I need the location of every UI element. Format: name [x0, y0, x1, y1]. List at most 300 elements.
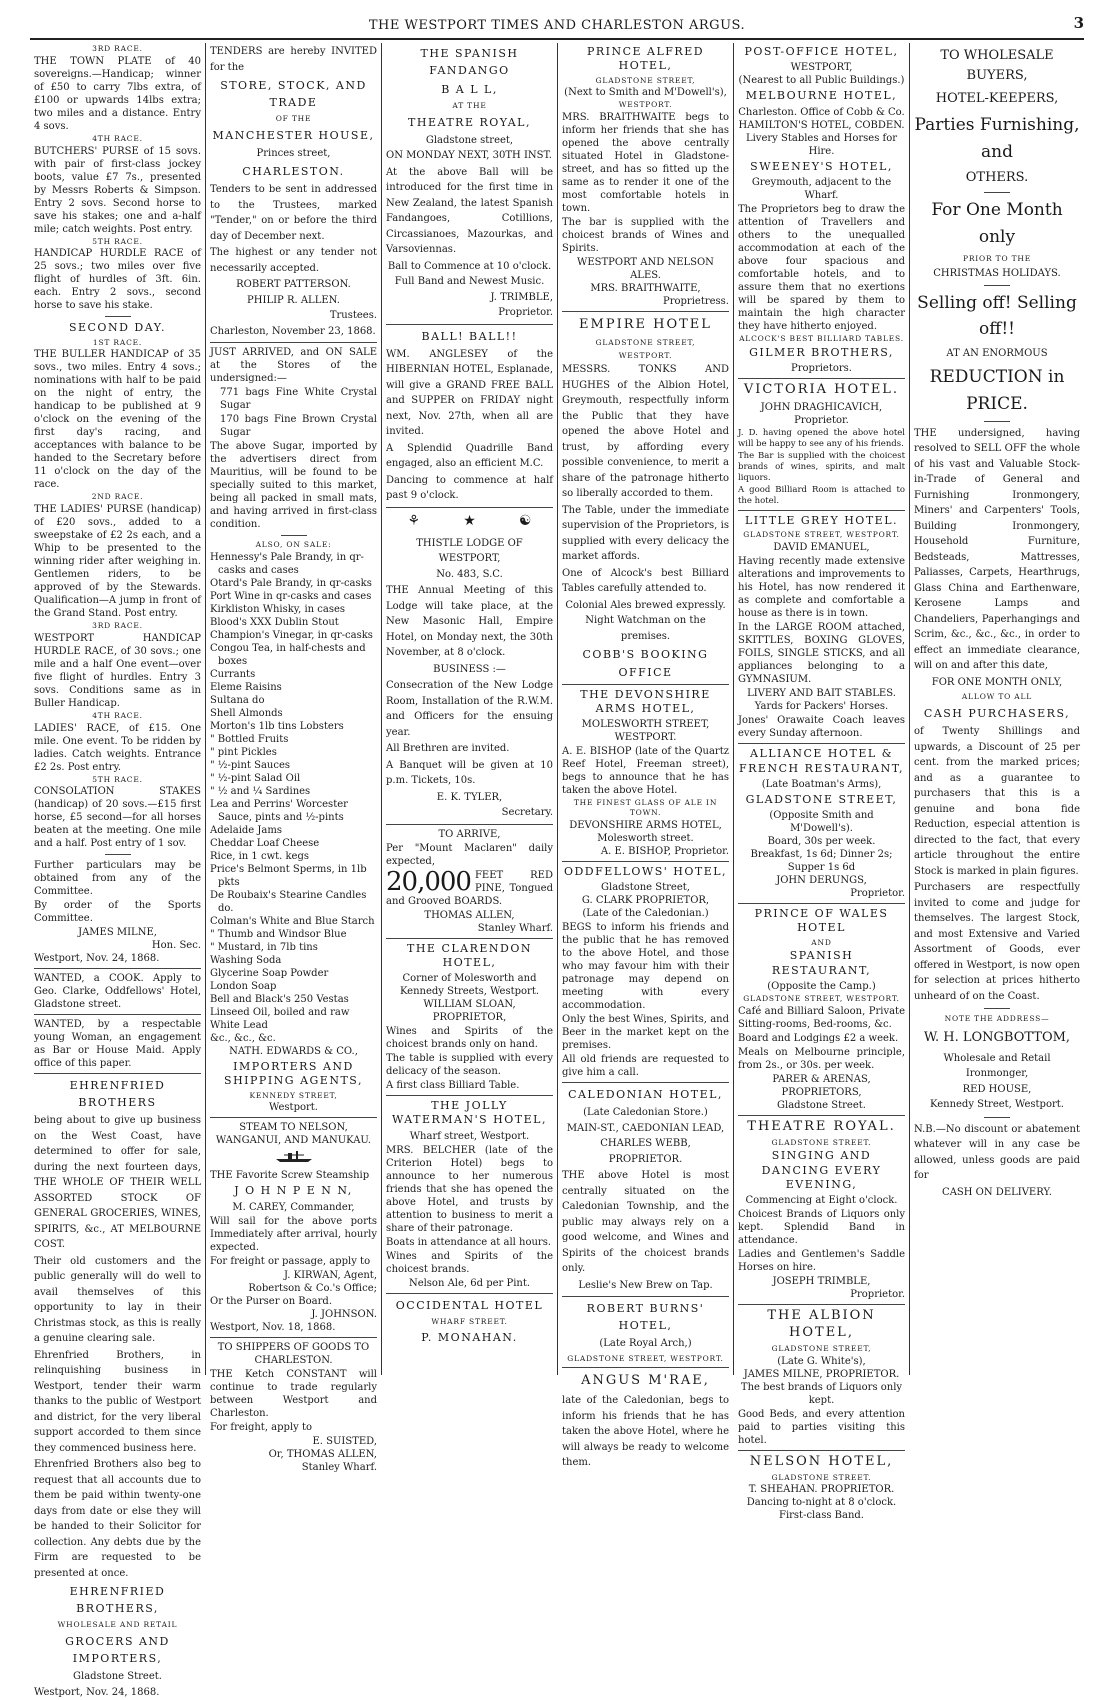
ad-line: (Next to Smith and M'Dowell's),: [564, 87, 727, 99]
ad-heading: EHRENFRIED BROTHERS: [69, 1079, 166, 1110]
further-text: Further particulars may be obtained from any of the Committee.: [34, 860, 201, 898]
goods-item: Bell and Black's 250 Vestas: [210, 994, 349, 1006]
ad-headline: OTHERS.: [965, 170, 1029, 186]
ad-text: The Table, under the immediate supervision of the Proprietors, is supplied with every delicacy the market affords.: [562, 504, 729, 563]
robert-burns-ad: [562, 1300, 729, 1364]
divider: [210, 1117, 377, 1118]
ad-line: GLADSTONE STREET,: [771, 1344, 872, 1354]
divider: [738, 1304, 905, 1305]
little-grey-hotel-ad: [738, 514, 905, 740]
ad-subtitle: WHOLESALE AND RETAIL: [57, 1620, 178, 1630]
ad-line: Princes street,: [256, 147, 331, 159]
divider: [105, 316, 131, 317]
ad-text: A. E. BISHOP (late of the Quartz Reef Hotel, Freeman street), begs to announce that he has taken the above Hotel.: [562, 746, 729, 797]
ad-text: Boats in attendance at all hours.: [386, 1236, 552, 1248]
divider: [562, 1367, 729, 1368]
ad-text: THE Favorite Screw Steamship: [210, 1170, 370, 1182]
nelson-hotel-ad: [738, 1454, 905, 1523]
ad-line: Corner of Molesworth and Kennedy Streets, Westport.: [399, 973, 540, 998]
steam-ad: [210, 1121, 377, 1333]
ad-text: All old friends are requested to give him a call.: [562, 1053, 729, 1078]
column-2: [206, 43, 382, 1473]
goods-item: Eleme Raisins: [210, 682, 282, 694]
ad-line: ALLOW TO ALL: [961, 692, 1033, 702]
goods-item: Washing Soda: [210, 955, 282, 967]
ad-text: A first class Billiard Table.: [386, 1080, 520, 1092]
ad-line: GLADSTONE STREET,: [595, 338, 696, 348]
merchant-name: W. H. LONGBOTTOM,: [923, 1029, 1071, 1045]
ad-text: THE undersigned, having resolved to SELL OFF the whole of his vast and Valuable Stock-in-Trade of General and Furnishing Ironmongery, Miners' and Carpenters' Tools, Building Ironmongery, Household Furniture, Bedsteads, Mattresses, Paliasses, Carpets, Hearthrugs, Glass China and Earthenware, Kerosene Lamps and Chandeliers, Paperhangings and Scrim, &c., &c., &c., in order to effect an immediate clearance, will on and after this date,: [914, 427, 1080, 672]
proprietor-name: A. E. BISHOP, Proprietor.: [600, 845, 729, 857]
proprietor-name: G. CLARK PROPRIETOR,: [581, 894, 710, 906]
proprietor-title: Proprietor.: [850, 1289, 905, 1301]
ad-line: (Late Royal Arch,): [599, 1338, 692, 1350]
ad-text: The bar is supplied with the choicest brands of Wines and Spirits.: [562, 217, 729, 255]
ad-line: Full Band and Newest Music.: [394, 276, 545, 288]
also-heading: ALSO, ON SALE:: [255, 540, 332, 550]
ad-heading: SWEENEY'S HOTEL,: [750, 159, 893, 173]
goods-item: Sultana do: [210, 695, 265, 707]
race-text: THE LADIES' PURSE (handicap) of £20 sovs., added to a sweepstake of £2 2s each, and a Whip to be presented to the winning rider after weighing in. Gentlemen riders, to be approved of by the Stewards. Qualification—A jump in front of the Grand Stand. Post entry.: [34, 504, 201, 620]
divider: [386, 1095, 553, 1096]
ad-text: Café and Billiard Saloon, Private Sitting-rooms, Bed-rooms, &c.: [738, 1005, 905, 1030]
ad-text: WM. ANGLESEY of the HIBERNIAN HOTEL, Esplanade, will give a GRAND FREE BALL and SUPPER on FRIDAY night next, Nov. 27th, when all are invited.: [386, 348, 553, 438]
ad-heading: THISTLE LODGE OF WESTPORT,: [416, 537, 523, 565]
ad-text: Dancing to commence at half past 9 o'clock.: [386, 474, 553, 502]
divider: [738, 1450, 905, 1451]
ad-heading: PRINCE OF WALES HOTEL: [754, 907, 889, 935]
empire-hotel-ad: [562, 315, 729, 680]
ad-line: The best brands of Liquors only kept.: [740, 1381, 903, 1406]
ad-text: Per "Mount Maclaren" daily expected,: [386, 842, 553, 867]
day-heading: SECOND DAY.: [68, 321, 167, 335]
ad-line: STORE, STOCK, AND TRADE: [220, 79, 367, 110]
angus-mrae-ad: [562, 1371, 729, 1471]
clarendon-ad: [386, 942, 553, 1093]
ad-line: AT THE: [452, 101, 487, 111]
goods-item: Otard's Pale Brandy, in qr-casks: [210, 578, 372, 590]
ad-line: Leslie's New Brew on Tap.: [578, 1279, 713, 1291]
ad-text: J. D. having opened the above hotel will be happy to see any of his friends.: [738, 427, 905, 449]
divider: [210, 342, 377, 343]
ad-heading: NELSON HOTEL,: [749, 1453, 894, 1469]
ad-text: late of the Caledonian, begs to inform his friends that he has taken the above Hotel, where he will always be ready to welcome them.: [562, 1395, 729, 1469]
ad-line: FOR ONE MONTH ONLY,: [931, 676, 1063, 688]
divider: [210, 1337, 377, 1338]
tender-ad: [210, 44, 377, 339]
race-heading: 4TH RACE.: [92, 710, 143, 720]
goods-item: Lea and Perrins' Worcester Sauce, pints and ½-pints: [210, 799, 348, 824]
ad-line: BUSINESS :—: [433, 663, 506, 675]
ad-text: A good Billiard Room is attached to the hotel.: [738, 485, 905, 507]
race-text: LADIES' RACE, of £15. One mile. One event. To be ridden by ladies. Catch weights. Entrance £2 2s. Post entry.: [34, 722, 201, 773]
ad-text: being about to give up business on the West Coast, have determined to offer for sale, during the next fourteen days, THE WHOLE OF THEIR WELL ASSORTED STOCK OF GENERAL GROCERIES, WINES, SPIRITS, &c., AT MELBOURNE COST.: [34, 1115, 201, 1251]
ad-line: GLADSTONE STREET, WESTPORT.: [743, 530, 900, 540]
ad-text: A Splendid Quadrille Band engaged, also an efficient M.C.: [386, 442, 553, 470]
divider: [386, 1293, 553, 1294]
ad-line: THEATRE ROYAL,: [408, 115, 531, 129]
divider: [34, 1073, 201, 1074]
company-town: Westport.: [269, 1102, 318, 1114]
goods-item: &c., &c., &c.: [210, 1033, 276, 1045]
ad-heading: ALLIANCE HOTEL & FRENCH RESTAURANT,: [739, 747, 904, 775]
ad-heading: TO ARRIVE,: [438, 828, 501, 840]
proprietor-name: JOHN DRAGHICAVICH,: [760, 401, 883, 413]
ad-line: Wholesale and Retail Ironmonger,: [943, 1052, 1051, 1080]
ad-line: Wharf street, Westport.: [409, 1130, 530, 1142]
ad-line: Molesworth street.: [597, 832, 694, 844]
longbottom-ad: [914, 46, 1080, 1200]
ad-line: Yards for Packers' Horses.: [754, 701, 889, 713]
goods-item: Adelaide Jams: [210, 825, 282, 837]
ad-headline: Selling off! Selling off!!: [917, 293, 1077, 340]
ad-line: WESTPORT.: [618, 100, 673, 110]
commander: M. CAREY, Commander,: [232, 1201, 355, 1213]
race-text: THE BULLER HANDICAP of 35 sovs., two miles. Entry 4 sovs.; nominations with half to be paid on the night of entry, the handicap to be published at 9 o'clock on the evening of the first day's racing, and acceptances with balance to be handed to the Secretary before 11 o'clock on the day of the race.: [34, 349, 201, 491]
ad-text: Ehrenfried Brothers, in relinquishing business in Westport, tender their warm thanks to the public of Westport and district, for the very liberal support accorded to them since they commenced business here.: [34, 1349, 201, 1454]
ad-item: 771 bags Fine White Crystal Sugar: [220, 387, 377, 412]
ad-line: (Nearest to all Public Buildings.): [738, 75, 905, 87]
ad-line: AT AN ENORMOUS: [946, 347, 1048, 359]
goods-item: Kirkliston Whisky, in cases: [210, 604, 346, 616]
agent-line: Stanley Wharf.: [301, 1461, 377, 1473]
caledonian-ad: [562, 1086, 729, 1293]
goods-item: White Lead: [210, 1020, 268, 1032]
ad-text: Wines and Spirits of the choicest brands.: [386, 1250, 553, 1275]
goods-item: Shell Almonds: [210, 708, 283, 720]
ad-heading: STEAM TO NELSON, WANGANUI, AND MANUKAU.: [215, 1122, 372, 1147]
ad-line: Charleston. Office of Cobb & Co.: [738, 106, 905, 118]
proprietor-name: GILMER BROTHERS,: [749, 345, 894, 359]
divider: [105, 854, 131, 855]
trustee-title: Trustees.: [329, 310, 377, 322]
proprietor-name: T. SHEAHAN. PROPRIETOR.: [748, 1484, 895, 1496]
ad-line: (Opposite the Camp.): [767, 981, 876, 993]
race-text: BUTCHERS' PURSE of 15 sovs. with pair of first-class jockey boots, value £7 7s., presented by Messrs Roberts & Simpson. Entry 2 sovs. Second horse to save his stakes; one and a-half mile; catch weights. Post entry.: [34, 145, 201, 235]
just-arrived-ad: [210, 346, 377, 1114]
divider: [562, 1296, 729, 1297]
ad-text: At the above Ball will be introduced for the first time in New Zealand, the latest Spanish Fandangoes, Cotillions, Circassianoes, Mazourkas, and Varsoviennas.: [386, 166, 553, 256]
ad-text: of Twenty Shillings and upwards, a Discount of 25 per cent. from the marked prices; and as a guarantee to purchasers that this is a genuine and bona fide Reduction, especial attention is directed to the fact, that every article throughout the entire Stock is marked in plain figures.: [914, 726, 1080, 877]
agent-line: Or, THOMAS ALLEN,: [268, 1448, 377, 1460]
divider: [738, 903, 905, 904]
ad-heading: THE JOLLY WATERMAN'S HOTEL,: [392, 1099, 547, 1127]
merchant-address: Stanley Wharf.: [477, 922, 553, 934]
ad-line: First-class Band.: [779, 1510, 864, 1522]
ad-heading: PRINCE ALFRED HOTEL,: [586, 45, 705, 73]
ad-heading: ODDFELLOWS' HOTEL,: [563, 864, 728, 878]
ad-line: Gladstone street,: [425, 134, 514, 146]
ad-line: WESTPORT.: [618, 350, 673, 360]
goods-item: " ½ and ¼ Sardines: [210, 786, 311, 798]
ad-subtitle: GROCERS AND IMPORTERS,: [65, 1635, 170, 1666]
ad-line: CASH PURCHASERS,: [923, 707, 1071, 721]
ad-text: The Bar is supplied with the choicest brands of wines, spirits, and malt liquors.: [738, 450, 905, 484]
goods-list: [210, 551, 377, 1045]
ad-address: Gladstone Street.: [73, 1671, 162, 1683]
ad-line: (Late Boatman's Arms),: [761, 778, 882, 790]
divider: [738, 743, 905, 744]
alliance-hotel-ad: [738, 747, 905, 900]
ad-line: WESTPORT,: [790, 62, 853, 74]
goods-item: Port Wine in qr-casks and cases: [210, 591, 372, 603]
ad-line: RED HOUSE,: [962, 1083, 1032, 1095]
race-text: CONSOLATION STAKES (handicap) of 20 sovs.—£15 first horse, £5 second—for all horses beaten at the meeting. One mile and a half. Post entry of 1 sov.: [34, 786, 201, 850]
ad-line: PRIOR TO THE: [963, 253, 1031, 263]
goods-item: London Soap: [210, 981, 277, 993]
proprietor-name: MRS. BRAITHWAITE,: [590, 283, 701, 295]
goods-item: " ½-pint Salad Oil: [210, 773, 301, 785]
divider: [386, 507, 553, 508]
ad-heading: ANGUS M'RAE,: [581, 1373, 710, 1389]
ad-headline: For One Month only: [931, 200, 1063, 247]
ad-text: One of Alcock's best Billiard Tables carefully attended to.: [562, 567, 729, 595]
goods-item: Hennessy's Pale Brandy, in qr-casks and cases: [210, 552, 364, 577]
ad-headline: Parties Furnishing, and: [914, 115, 1080, 162]
race-text: WESTPORT HANDICAP HURDLE RACE, of 30 sovs.; one mile and a half One event—over five flight of hurdles. Entry 3 sovs. Conditions same as in Buller Handicap.: [34, 632, 201, 709]
ad-line: Ball to Commence at 10 o'clock.: [387, 260, 552, 272]
ad-text: THE Annual Meeting of this Lodge will take place, at the New Masonic Hall, Empire Hotel, on Monday next, the 30th November, at 8 o'clock.: [386, 585, 553, 659]
ad-line: THE FINEST GLASS OF ALE IN TOWN.: [573, 798, 718, 817]
ad-line: GLADSTONE STREET,: [595, 75, 696, 85]
trustee-name: ROBERT PATTERSON.: [236, 279, 351, 291]
ad-line: MAIN-ST., CAEDONIAN LEAD,: [566, 1122, 725, 1134]
wanted-maid-ad: [34, 1018, 201, 1070]
divider: [34, 1014, 201, 1015]
ad-heading: THEATRE ROYAL.: [747, 1118, 896, 1134]
ad-line: Nelson Ale, 6d per Pint.: [408, 1277, 531, 1289]
column-6: [910, 43, 1084, 1375]
newspaper-title: THE WESTPORT TIMES AND CHARLESTON ARGUS.: [368, 18, 746, 33]
devonshire-ad: [562, 688, 729, 858]
divider: [738, 378, 905, 379]
ad-text: WANTED, by a respectable young Woman, an engagement as Bar or House Maid. Apply office of this paper.: [34, 1019, 201, 1070]
goods-item: Linseed Oil, boiled and raw: [210, 1007, 350, 1019]
ad-text: Board and Lodgings £2 a week.: [738, 1032, 899, 1044]
divider: [562, 1082, 729, 1083]
ad-line: Livery Stables and Horses for Hire.: [745, 132, 898, 157]
ad-line: WHARF STREET.: [431, 1316, 508, 1326]
proprietor-name: CHARLES WEBB, PROPRIETOR.: [600, 1138, 691, 1165]
ad-text: Ehrenfried Brothers also beg to request that all accounts due to them be paid within twenty-one days from date or else they will be handed to their Solicitor for collection. Any debts due by the Firm are requested to be presented at once.: [34, 1459, 201, 1579]
ad-item: 170 bags Fine Brown Crystal Sugar: [220, 414, 377, 439]
divider: [984, 285, 1010, 286]
ad-text: THE Ketch CONSTANT will continue to trade regularly between Westport and Charleston.: [210, 1368, 377, 1419]
divider: [562, 861, 729, 862]
goods-item: Blood's XXX Dublin Stout: [210, 617, 339, 629]
columns: [30, 43, 1084, 1698]
ad-text: WANTED, a COOK. Apply to Geo. Clarke, Oddfellows' Hotel, Gladstone street.: [34, 973, 201, 1011]
secretary-title: Hon. Sec.: [151, 940, 201, 952]
race-programme: [34, 44, 201, 965]
ad-line: Board, 30s per week.: [767, 836, 876, 848]
company-title: IMPORTERS AND SHIPPING AGENTS,: [224, 1060, 363, 1088]
ad-line: (Late Caledonian Store.): [583, 1107, 708, 1119]
divider: [34, 968, 201, 969]
ad-line: Night Watchman on the premises.: [585, 615, 706, 642]
race-heading: 2ND RACE.: [91, 492, 144, 502]
ad-text: Ladies and Gentlemen's Saddle Horses on hire.: [738, 1249, 905, 1274]
ad-heading: VICTORIA HOTEL.: [743, 381, 900, 397]
ad-heading: LITTLE GREY HOTEL.: [745, 514, 898, 528]
wanted-cook-ad: [34, 972, 201, 1011]
ad-line: (Late G. White's),: [777, 1355, 866, 1367]
oddfellows-ad: [562, 865, 729, 1079]
ad-text: Only the best Wines, Spirits, and Beer in the market kept on the premises.: [562, 1013, 729, 1051]
post-office-hotel-ad: [738, 45, 905, 375]
ad-line: Breakfast, 1s 6d; Dinner 2s; Supper 1s 6d: [750, 849, 893, 874]
ad-date: Westport, Nov. 18, 1868.: [210, 1321, 336, 1333]
ad-line: CASH ON DELIVERY.: [942, 1186, 1052, 1198]
ad-text: The above Sugar, imported by the advertisers direct from Mauritius, will be found to be specially suited to this market, being all packed in small mats, and having arrived in first-class condition.: [210, 441, 377, 531]
ad-heading: HAMILTON'S HOTEL, COBDEN.: [738, 119, 905, 131]
company-address: KENNEDY STREET,: [249, 1090, 338, 1100]
ad-text: Consecration of the New Lodge Room, Installation of the R.W.M. and Officers for the ensuing year.: [386, 680, 553, 738]
race-heading: 5TH RACE.: [92, 774, 143, 784]
ad-line: MANCHESTER HOUSE,: [212, 128, 375, 142]
albion-hotel-ad: [738, 1308, 905, 1447]
proprietor-name: J. TRIMBLE,: [490, 291, 553, 303]
masonic-emblem-icon: ⚘ ★ ☯: [407, 512, 532, 529]
ad-text: MRS. BRAITHWAITE begs to inform her friends that she has opened the above centrally situated Hotel in Gladstone-street, and has so fitted up the same as to render it one of the most comfortable hotels in town.: [562, 112, 729, 215]
ad-text: The highest or any tender not necessarily accepted.: [210, 247, 377, 274]
ship-name: J O H N P E N N,: [234, 1184, 353, 1198]
ad-text: The Proprietors beg to draw the attention of Travellers and others to the unequalled accommodation at each of the above four spacious and comfortable hotels, and to assure them that no exertions will be spared by them to maintain the high character they have hitherto enjoyed.: [738, 203, 905, 332]
proprietor-title: Proprietors.: [791, 362, 852, 374]
ad-text: Tenders to be sent in addressed to the Trustees, marked "Tender," on or before the third day of December next.: [210, 184, 377, 242]
proprietor-name: WILLIAM SLOAN, PROPRIETOR,: [423, 999, 516, 1024]
ad-line: Dancing to-night at 8 o'clock.: [746, 1497, 897, 1509]
ad-text: Having recently made extensive alterations and improvements to his Hotel, has now rendered it as complete and comfortable a house as there is in town.: [738, 556, 905, 620]
page-number: 3: [1073, 14, 1084, 32]
jolly-waterman-ad: [386, 1099, 553, 1290]
goods-item: " Bottled Fruits: [210, 734, 289, 746]
ad-line: DEVONSHIRE ARMS HOTEL,: [569, 819, 722, 831]
secretary-name: E. K. TYLER,: [436, 791, 503, 803]
ad-line: OF THE: [275, 114, 312, 124]
lodge-ad: [386, 511, 553, 821]
proprietor-name: PARER & ARENAS, PROPRIETORS,: [772, 1073, 871, 1098]
race-heading: 4TH RACE.: [92, 133, 143, 143]
column-1: [30, 43, 206, 1698]
ad-line: GLADSTONE STREET, WESTPORT.: [567, 1353, 724, 1363]
ad-text: A Banquet will be given at 10 p.m. Tickets, 10s.: [386, 759, 553, 787]
ad-headline: TO WHOLESALE BUYERS,: [940, 48, 1054, 84]
proprietor-title: Proprietor.: [794, 414, 849, 426]
ad-text: All Brethren are invited.: [386, 743, 510, 755]
ad-line: Gladstone Street.: [777, 1099, 866, 1111]
free-ball-ad: [386, 328, 553, 504]
ad-line: SINGING AND DANCING EVERY EVENING,: [761, 1149, 882, 1192]
goods-item: Currants: [210, 669, 256, 681]
secretary-title: Secretary.: [501, 807, 553, 819]
race-text: THE TOWN PLATE of 40 sovereigns.—Handicap; winner of £50 to carry 7lbs extra, of £100 or upwards 14lbs extra; two miles and a distance. Entry 4 sovs.: [34, 55, 201, 132]
ad-line: CHRISTMAS HOLIDAYS.: [933, 267, 1061, 279]
divider: [386, 938, 553, 939]
ad-text: Wines and Spirits of the choicest brands only on hand.: [386, 1026, 553, 1051]
company-name: NATH. EDWARDS & CO.,: [229, 1046, 358, 1058]
trustee-name: PHILIP R. ALLEN.: [247, 294, 340, 306]
ad-headline: HOTEL-KEEPERS,: [935, 91, 1059, 107]
ad-heading: EMPIRE HOTEL: [579, 317, 712, 333]
goods-item: Morton's 1lb tins Lobsters: [210, 721, 344, 733]
secretary-name: JAMES MILNE,: [78, 927, 157, 939]
ad-heading: BALL! BALL!!: [421, 329, 518, 343]
notice-date: Westport, Nov. 24, 1868.: [34, 953, 160, 965]
race-heading: 3RD RACE.: [92, 621, 143, 631]
divider: [984, 1117, 1010, 1118]
proprietor-title: Proprietor.: [498, 307, 553, 319]
goods-item: Glycerine Soap Powder: [210, 968, 329, 980]
ad-heading: POST-OFFICE HOTEL,: [744, 45, 899, 58]
goods-item: Rice, in 1 cwt. kegs: [210, 851, 310, 863]
goods-item: Price's Belmont Sperms, in 1lb pkts: [210, 864, 367, 889]
spanish-ball-ad: [386, 45, 553, 321]
ad-line: Kennedy Street, Westport.: [930, 1099, 1064, 1111]
ad-text: THE above Hotel is most centrally situated on the Caledonian Township, and the public may always rely on a good welcome, and Wines and Spirits of the choicest brands only.: [562, 1170, 729, 1275]
ad-heading: THE DEVONSHIRE ARMS HOTEL,: [580, 687, 711, 715]
column-4: [558, 43, 734, 1469]
ad-heading: THE SPANISH FANDANGO: [420, 47, 519, 78]
ad-heading: OCCIDENTAL HOTEL: [395, 1298, 544, 1312]
agent-line: J. JOHNSON.: [311, 1308, 377, 1320]
goods-item: " pint Pickles: [210, 747, 277, 759]
ad-line: GLADSTONE STREET.: [771, 1137, 872, 1147]
ad-line: GLADSTONE STREET.: [771, 1472, 872, 1482]
ad-line: Colonial Ales brewed expressly.: [565, 599, 726, 611]
agent-line: E. SUISTED,: [312, 1435, 377, 1447]
ad-date: Westport, Nov. 24, 1868.: [34, 1686, 160, 1698]
goods-item: Cheddar Loaf Cheese: [210, 838, 320, 850]
ad-text: BEGS to inform his friends and the public that he has removed to the above Hotel, and those who may favour him with their patronage may depend on meeting with every accommodation.: [562, 921, 729, 1011]
proprietor-title: Proprietress.: [663, 296, 729, 308]
ad-heading: THE ALBION HOTEL,: [767, 1308, 876, 1341]
ad-line: Greymouth, adjacent to the Wharf.: [751, 176, 892, 201]
top-rule: [30, 38, 1084, 40]
goods-item: " Mustard, in 7lb tins: [210, 942, 318, 954]
divider: [738, 1115, 905, 1116]
divider: [738, 510, 905, 511]
ad-text: In the LARGE ROOM attached, SKITTLES, BOXING GLOVES, FOILS, SINGLE STICKS, and all appliances belonging to a GYMNASIUM.: [738, 622, 905, 686]
column-5: [734, 43, 910, 1522]
ad-text: N.B.—No discount or abatement whatever will in any case be allowed, unless goods are paid for: [914, 1123, 1080, 1182]
ad-line: ALCOCK'S BEST BILLIARD TABLES.: [739, 333, 904, 343]
ad-text: MESSRS. TONKS AND HUGHES of the Albion Hotel, Greymouth, respectfully inform the Public that they have opened the above Hotel and trust, by affording every possible convenience, to merit a share of the patronage hitherto so liberally accorded to them.: [562, 364, 729, 500]
divider: [386, 824, 553, 825]
divider: [984, 421, 1010, 422]
shippers-ad: [210, 1341, 377, 1474]
steamship-icon: [210, 1149, 377, 1167]
divider: [562, 684, 729, 685]
ad-heading: CALEDONIAN HOTEL,: [568, 1087, 723, 1101]
theatre-royal-ad: [738, 1119, 905, 1302]
ad-text: Good Beds, and every attention paid to parties visiting this hotel.: [738, 1408, 905, 1446]
prince-alfred-ad: [562, 45, 729, 308]
ad-heading: TENDERS are hereby INVITED for the: [210, 46, 377, 73]
race-heading: 1ST RACE.: [92, 337, 143, 347]
ad-headline: REDUCTION in PRICE.: [929, 367, 1065, 414]
goods-item: De Roubaix's Stearine Candles do.: [210, 890, 367, 915]
ad-text: FEET RED PINE, Tongued and Grooved BOARDS.: [386, 869, 553, 907]
ad-text: Will sail for the above ports Immediately after arrival, hourly expected.: [210, 1215, 377, 1253]
proprietor-title: Proprietor.: [850, 888, 905, 900]
ad-heading: THE CLARENDON HOTEL,: [406, 941, 533, 969]
quantity: 20,000: [386, 866, 471, 897]
proprietor-name: P. MONAHAN.: [421, 1331, 518, 1345]
race-heading: 3RD RACE.: [92, 44, 143, 53]
ad-line: LIVERY AND BAIT STABLES.: [747, 688, 896, 700]
proprietor-name: DAVID EMANUEL,: [773, 542, 870, 554]
